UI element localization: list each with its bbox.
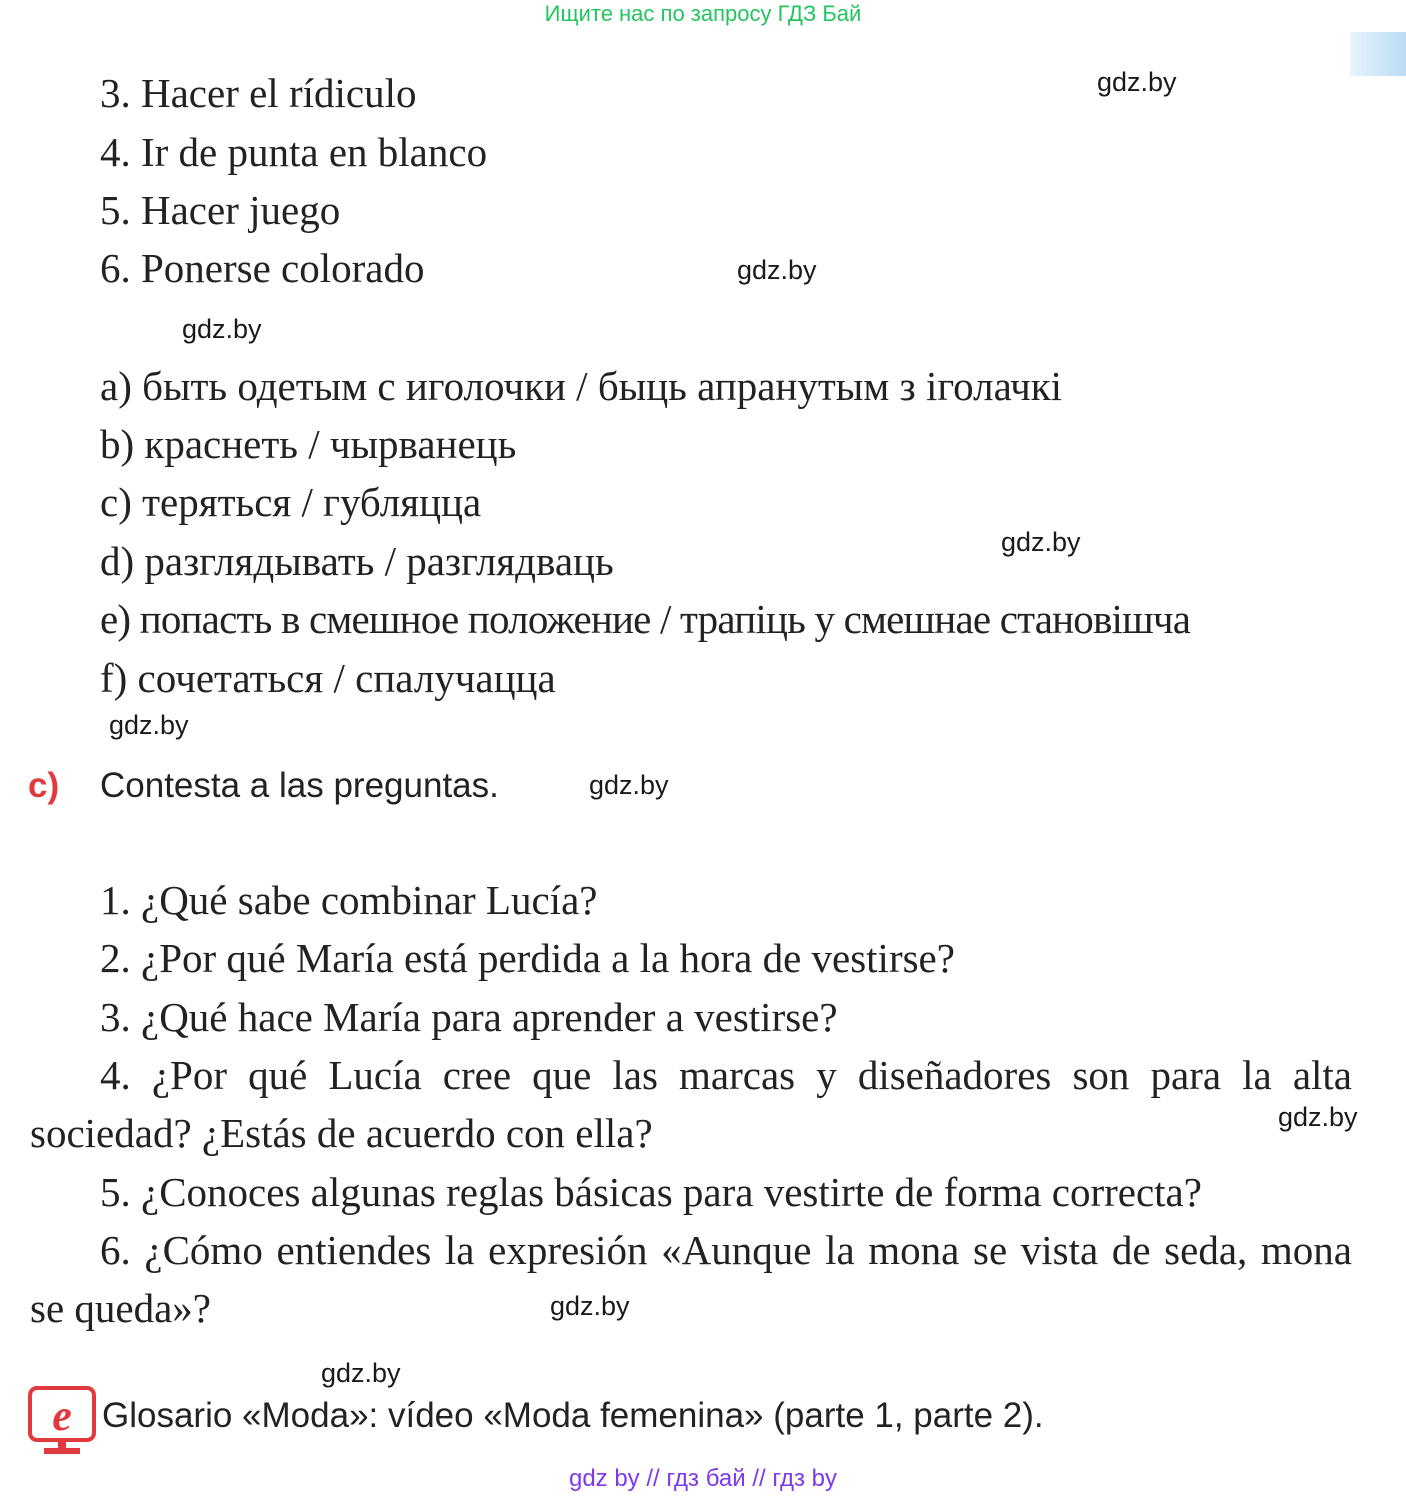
watermark: gdz.by <box>321 1358 401 1388</box>
section-c-instruction: Contesta a las preguntas. <box>100 766 499 805</box>
watermark: gdz.by <box>589 770 669 800</box>
watermark: gdz.by <box>1278 1102 1358 1132</box>
expression-3: 3. Hacer el rídiculo <box>100 70 417 116</box>
watermark: gdz.by <box>1097 67 1177 97</box>
question-6: 6. ¿Cómo entiendes la expresión «Aunque la mona se vista de seda, mona se queda»? <box>30 1227 1352 1331</box>
translation-c: c) теряться / губляцца <box>100 479 482 525</box>
question-3: 3. ¿Qué hace María para aprender a vestirse? <box>100 994 838 1040</box>
eicon-letter: e <box>52 1391 72 1440</box>
question-1: 1. ¿Qué sabe combinar Lucía? <box>100 877 598 923</box>
watermark: gdz.by <box>182 314 262 344</box>
watermark: gdz.by <box>550 1291 630 1321</box>
expression-5: 5. Hacer juego <box>100 187 341 233</box>
watermark: gdz.by <box>737 255 817 285</box>
translation-a: a) быть одетым с иголочки / быць апранутым з іголачкі <box>100 363 1063 409</box>
expression-6: 6. Ponerse colorado <box>100 245 425 291</box>
translation-e: e) попасть в смешное положение / трапіць у смешнае становішча <box>100 596 1191 642</box>
top-banner[interactable]: Ищите нас по запросу ГДЗ Бай <box>544 1 862 26</box>
translation-f: f) сочетаться / спалучацца <box>100 655 556 701</box>
question-4: 4. ¿Por qué Lucía cree que las marcas y diseñadores son para la alta sociedad? ¿Estás de acuerdo con ella? <box>30 1052 1352 1156</box>
footer-links[interactable]: gdz by // гдз бай // гдз by <box>568 1465 838 1492</box>
translation-d: d) разглядывать / разглядваць <box>100 538 614 584</box>
translation-b: b) краснеть / чырванець <box>100 421 517 467</box>
question-2: 2. ¿Por qué María está perdida a la hora de vestirse? <box>100 935 955 981</box>
section-c-label: c) <box>28 766 60 805</box>
expression-4: 4. Ir de punta en blanco <box>100 129 488 175</box>
monitor-e-icon <box>28 1386 96 1456</box>
page-corner-tab <box>1350 32 1406 76</box>
watermark: gdz.by <box>1001 527 1081 557</box>
glossary-link[interactable]: Glosario «Moda»: vídeo «Moda femenina» (parte 1, parte 2). <box>102 1396 1044 1435</box>
watermark: gdz.by <box>109 710 189 740</box>
question-5: 5. ¿Conoces algunas reglas básicas para vestirte de forma correcta? <box>100 1169 1202 1215</box>
